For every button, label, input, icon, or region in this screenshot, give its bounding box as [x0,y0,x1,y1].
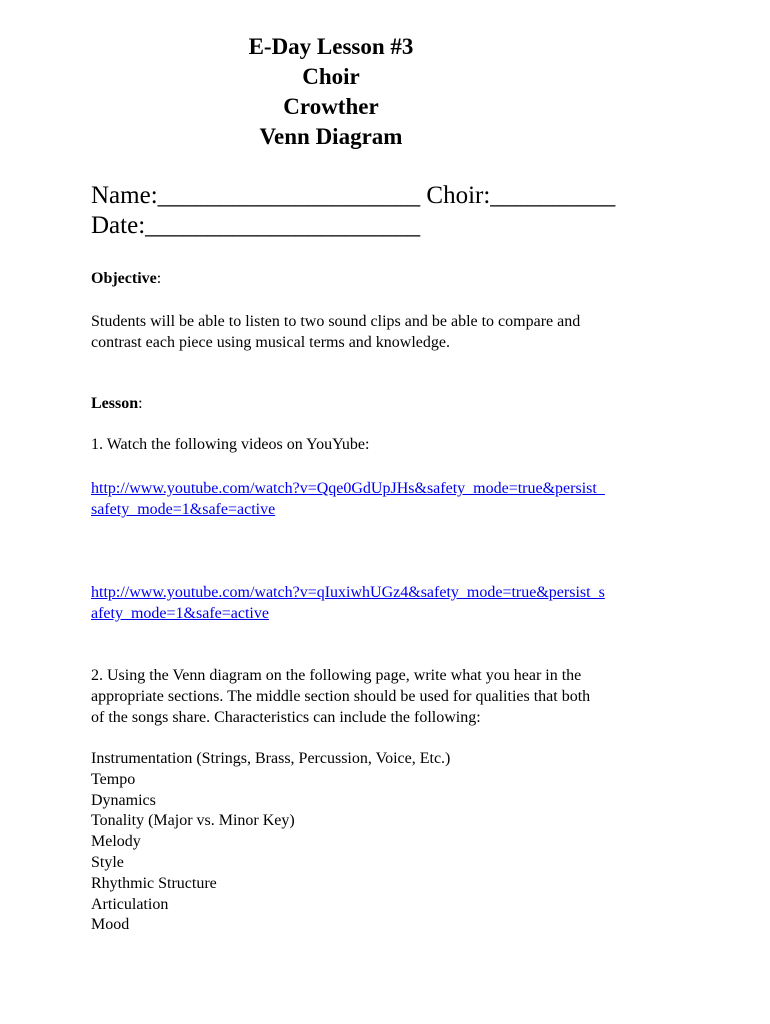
document-title [0,32,662,152]
lesson-heading [91,394,143,414]
video-link-1-line-1[interactable]: http://www.youtube.com/watch?v=Qqe0GdUpJHs&safety_mode=true&persist_ [91,480,605,497]
objective-text-line-1: Students will be able to listen to two sound clips and be able to compare and [91,313,581,330]
date-field: Date:______________________ [91,212,421,239]
name-choir-field: Name:_____________________ Choir:__________ [91,182,616,209]
video-link-2-line-2[interactable]: afety_mode=1&safe=active [91,605,269,622]
lesson-step-2-line-1: 2. Using the Venn diagram on the following page, write what you hear in the [91,667,582,684]
list-item-rhythmic-structure: Rhythmic Structure [91,874,217,892]
video-link-2-line-1[interactable]: http://www.youtube.com/watch?v=qIuxiwhUGz4&safety_mode=true&persist_s [91,584,605,601]
lesson-colon: : [138,395,143,412]
title-line-subject: Choir [302,64,360,89]
list-item-melody: Melody [91,833,141,851]
lesson-step-2-line-3: of the songs share. Characteristics can include the following: [91,709,481,726]
list-item-dynamics: Dynamics [91,791,156,809]
list-item-tempo: Tempo [91,770,136,788]
video-link-1-line-2[interactable]: safety_mode=1&safe=active [91,501,276,518]
objective-heading [91,269,161,289]
list-item-instrumentation: Instrumentation (Strings, Brass, Percussion, Voice, Etc.) [91,750,451,767]
title-line-topic: Venn Diagram [259,124,403,149]
list-item-mood: Mood [91,916,130,934]
list-item-articulation: Articulation [91,895,169,913]
characteristics-list [91,749,450,936]
objective-text-line-2: contrast each piece using musical terms and knowledge. [91,334,450,351]
lesson-step-1: 1. Watch the following videos on YouYube: [91,436,370,453]
title-line-lesson: E-Day Lesson #3 [248,34,414,59]
lesson-label: Lesson [91,395,139,412]
objective-label: Objective [91,270,157,287]
list-item-style: Style [91,853,124,871]
objective-colon: : [156,270,162,287]
title-line-teacher: Crowther [283,94,379,119]
list-item-tonality: Tonality (Major vs. Minor Key) [91,812,295,830]
lesson-step-2-line-2: appropriate sections. The middle section should be used for qualities that both [91,688,591,705]
